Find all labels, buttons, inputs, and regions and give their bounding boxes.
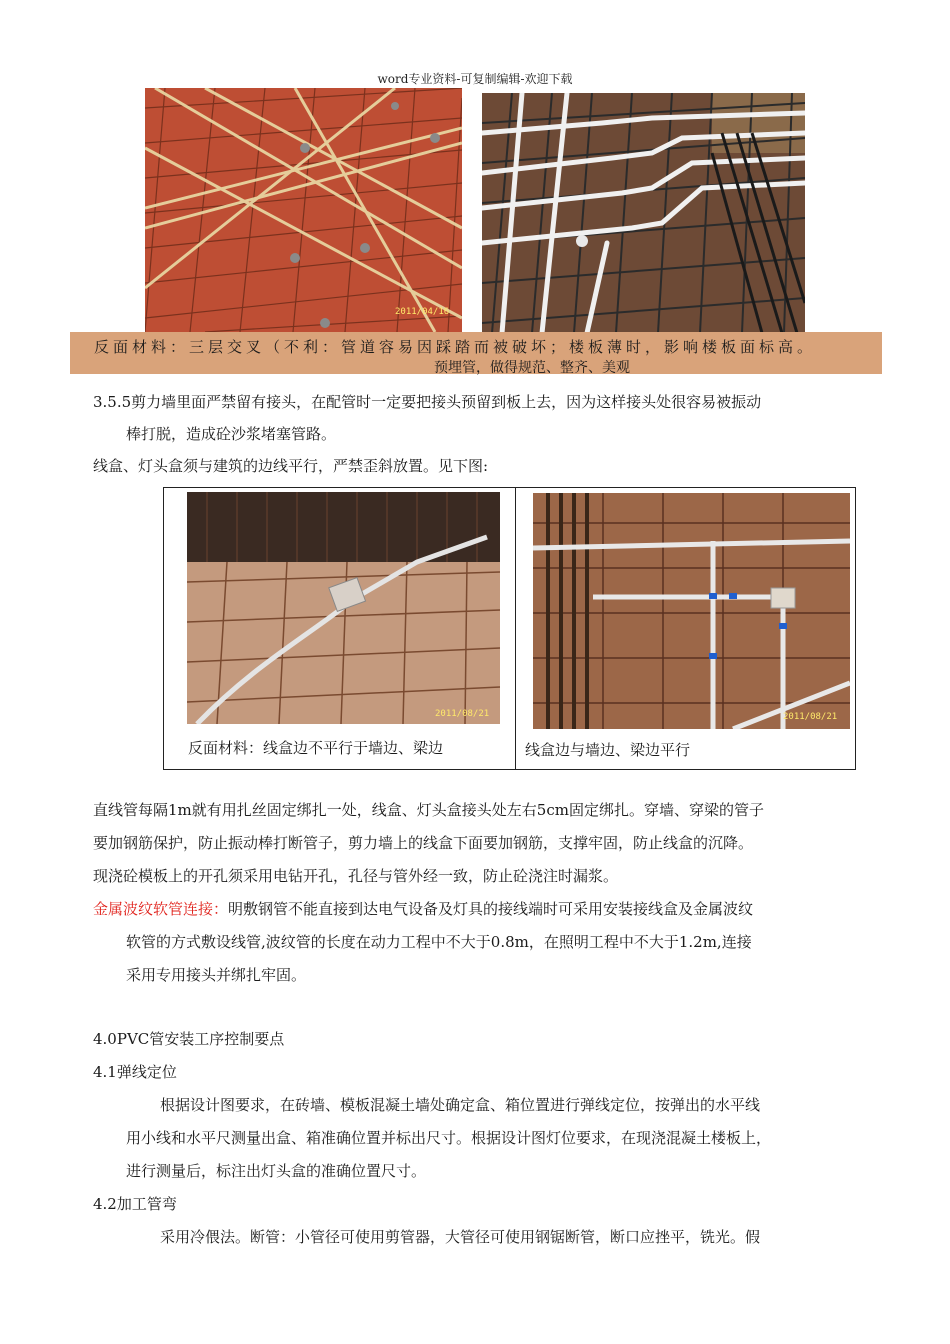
para-metal-line2: 软管的方式敷设线管,波纹管的长度在动力工程中不大于0.8m，在照明工程中不大于1.2m,连接 bbox=[126, 933, 752, 951]
section-41-title: 4.1弹线定位 bbox=[93, 1063, 177, 1081]
section-41-line1: 根据设计图要求，在砖墙、模板混凝土墙处确定盒、箱位置进行弹线定位，按弹出的水平线 bbox=[160, 1096, 761, 1114]
para-fix-line1: 直线管每隔1m就有用扎丝固定绑扎一处，线盒、灯头盒接头处左右5cm固定绑扎。穿墙、穿梁的管子 bbox=[93, 801, 764, 819]
section-42-line1: 采用冷偎法。断管：小管径可使用剪管器，大管径可使用钢锯断管，断口应挫平，铣光。假 bbox=[160, 1228, 761, 1246]
metal-hose-text: 明敷钢管不能直接到达电气设备及灯具的接线端时可采用安装接线盒及金属波纹 bbox=[228, 900, 754, 918]
photo-box-not-parallel bbox=[187, 492, 500, 724]
page-header: word专业资料-可复制编辑-欢迎下载 bbox=[377, 72, 573, 86]
section-355-line1: 3.5.5剪力墙里面严禁留有接头，在配管时一定要把接头预留到板上去，因为这样接头处很容易被振动 bbox=[93, 393, 762, 411]
metal-hose-title: 金属波纹软管连接： bbox=[93, 900, 229, 918]
figure-right-date-stamp: 2011/08/21 bbox=[783, 712, 838, 722]
section-355-line2: 棒打脱，造成砼沙浆堵塞管路。 bbox=[126, 425, 337, 443]
figure-left-date-stamp: 2011/08/21 bbox=[435, 709, 490, 719]
section-41-line3: 进行测量后，标注出灯头盒的准确位置尺寸。 bbox=[126, 1162, 427, 1180]
photo-neat-embedded-pipes bbox=[482, 93, 805, 333]
section-42-title: 4.2加工管弯 bbox=[93, 1195, 177, 1213]
para-fix-line2: 要加钢筋保护，防止振动棒打断管子，剪力墙上的线盒下面要加钢筋，支撑牢固，防止线盒的沉降。 bbox=[93, 834, 754, 852]
figure-right-caption: 线盒边与墙边、梁边平行 bbox=[525, 741, 691, 759]
box-rule-text: 线盒、灯头盒须与建筑的边线平行，严禁歪斜放置。见下图: bbox=[93, 457, 489, 475]
figure-left-caption: 反面材料：线盒边不平行于墙边、梁边 bbox=[188, 739, 444, 757]
para-metal-line3: 采用专用接头并绑扎牢固。 bbox=[126, 966, 307, 984]
para-metal-line1 bbox=[93, 899, 753, 919]
para-fix-line3: 现浇砼模板上的开孔须采用电钻开孔，孔径与管外经一致，防止砼浇注时漏浆。 bbox=[93, 867, 619, 885]
photo-three-layer-crossing bbox=[145, 88, 462, 332]
caption-positive-example: 预埋管，做得规范、整齐、美观 bbox=[434, 360, 630, 376]
photo-date-stamp: 2011/04/16 bbox=[395, 307, 450, 317]
section-40-title: 4.0PVC管安装工序控制要点 bbox=[93, 1030, 285, 1048]
section-41-line2: 用小线和水平尺测量出盒、箱准确位置并标出尺寸。根据设计图灯位要求，在现浇混凝土楼板上， bbox=[126, 1129, 772, 1147]
caption-negative-example: 反面材料：三层交叉（不利：管道容易因踩踏而被破坏；楼板薄时，影响楼板面标高。 bbox=[94, 338, 817, 356]
photo-box-parallel bbox=[533, 493, 850, 729]
figure-divider bbox=[515, 487, 516, 770]
